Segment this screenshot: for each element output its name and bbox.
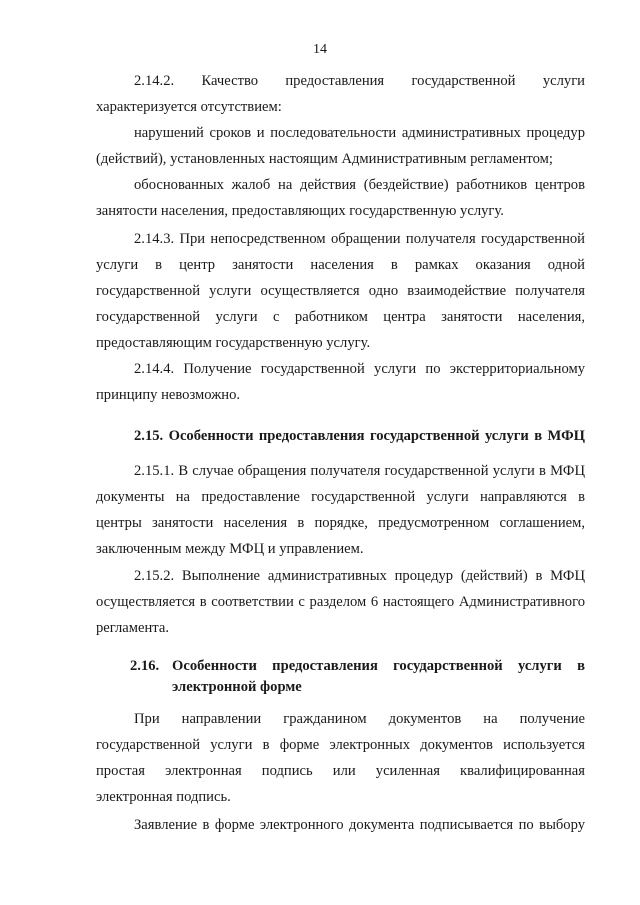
paragraph-2-15-1-line-2: документы на предоставление государственной услуги направляются в — [96, 489, 585, 505]
paragraph-signature-line-3: простая электронная подпись или усиленная квалифицированная — [96, 763, 585, 779]
paragraph-2-15-2-line-2: осуществляется в соответствии с разделом 6 настоящего Административного — [96, 594, 585, 610]
paragraph-signature-line-4: электронная подпись. — [96, 789, 231, 805]
section-heading-2-16-line-1: Особенности предоставления государственной услуги в — [172, 658, 585, 674]
paragraph-2-14-3-line-5: предоставляющим государственную услугу. — [96, 335, 371, 351]
page-number: 14 — [313, 42, 327, 57]
paragraph-2-15-2-line-3: регламента. — [96, 620, 169, 636]
paragraph-violations-line-1: нарушений сроков и последовательности административных процедур — [134, 125, 585, 141]
paragraph-complaints-line-2: занятости населения, предоставляющих государственную услугу. — [96, 203, 504, 219]
paragraph-2-14-3-line-2: услуги в центр занятости населения в рамках оказания одной — [96, 257, 585, 273]
paragraph-application-line-1: Заявление в форме электронного документа подписывается по выбору — [134, 817, 585, 833]
paragraph-2-14-3-line-1: 2.14.3. При непосредственном обращении получателя государственной — [134, 231, 585, 247]
section-heading-2-15: 2.15. Особенности предоставления государственной услуги в МФЦ — [134, 428, 585, 444]
paragraph-2-14-3-line-3: государственной услуги осуществляется одно взаимодействие получателя — [96, 283, 585, 299]
paragraph-2-14-4-line-2: принципу невозможно. — [96, 387, 241, 403]
paragraph-signature-line-1: При направлении гражданином документов на получение — [134, 711, 585, 727]
paragraph-2-15-2-line-1: 2.15.2. Выполнение административных процедур (действий) в МФЦ — [134, 568, 585, 584]
paragraph-2-14-3-line-4: государственной услуги с работником центра занятости населения, — [96, 309, 585, 325]
paragraph-complaints-line-1: обоснованных жалоб на действия (бездействие) работников центров — [134, 177, 585, 193]
paragraph-2-14-4-line-1: 2.14.4. Получение государственной услуги по экстерриториальному — [134, 361, 585, 377]
section-heading-2-16-number: 2.16. — [130, 658, 160, 674]
paragraph-2-15-1-line-4: заключенным между МФЦ и управлением. — [96, 541, 364, 557]
section-heading-2-16-line-2: электронной форме — [172, 679, 302, 695]
paragraph-2-14-2-line-1: 2.14.2. Качество предоставления государственной услуги — [134, 73, 585, 89]
paragraph-2-15-1-line-3: центры занятости населения в порядке, предусмотренном соглашением, — [96, 515, 585, 531]
paragraph-2-15-1-line-1: 2.15.1. В случае обращения получателя государственной услуги в МФЦ — [134, 463, 585, 479]
paragraph-2-14-2-line-2: характеризуется отсутствием: — [96, 99, 282, 115]
paragraph-signature-line-2: государственной услуги в форме электронных документов используется — [96, 737, 585, 753]
paragraph-violations-line-2: (действий), установленных настоящим Административным регламентом; — [96, 151, 553, 167]
